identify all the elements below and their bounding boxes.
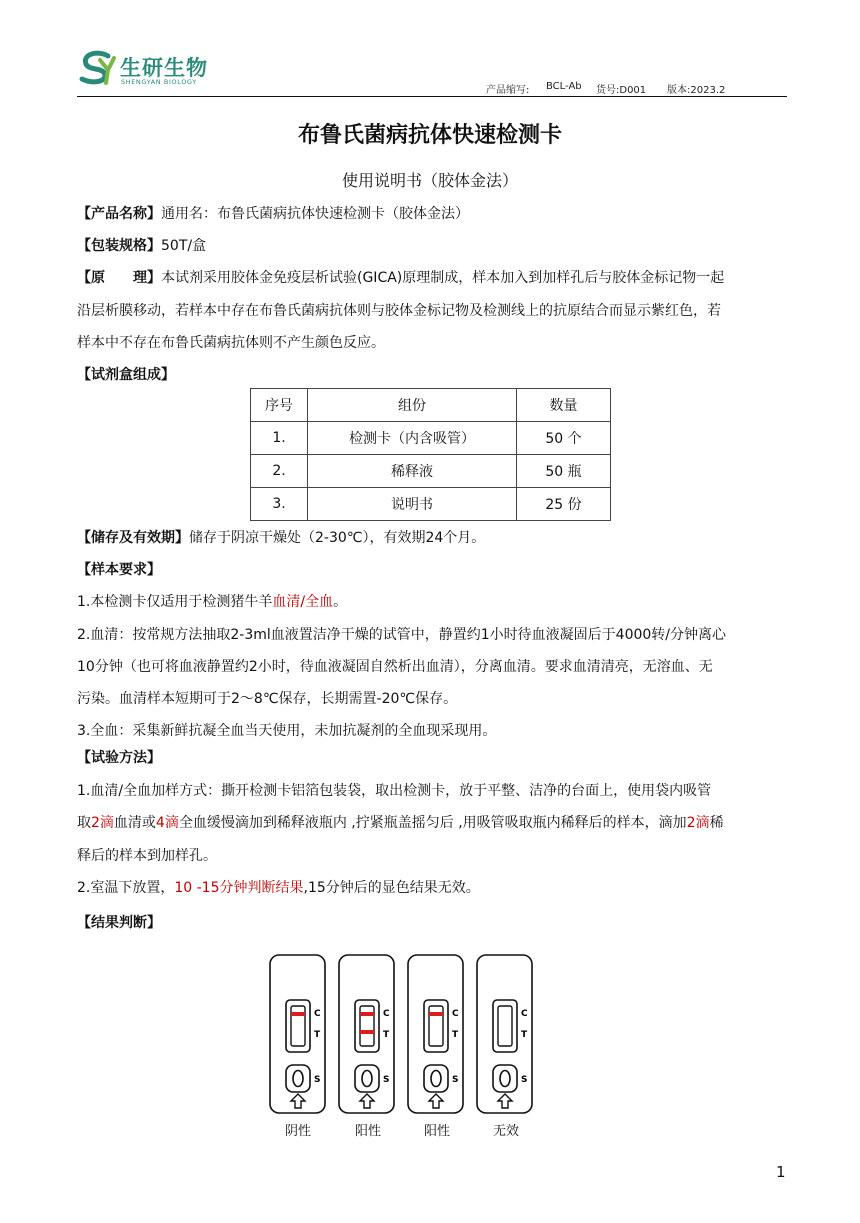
control-mark: C	[314, 1009, 321, 1019]
table-header-cell: 组份	[308, 389, 517, 422]
page-title: 布鲁氏菌病抗体快速检测卡	[297, 123, 562, 148]
storage-line	[77, 527, 485, 547]
sample-label: 【样本要求】	[77, 562, 161, 578]
card-label: 无效	[492, 1124, 519, 1139]
sample-type-highlight: 血清/全血	[272, 594, 334, 610]
table-row	[251, 455, 611, 488]
table-cell: 稀释液	[308, 455, 517, 488]
table-cell: 2.	[251, 455, 308, 488]
principle-line-3: 样本中不存在布鲁氏菌病抗体则不产生颜色反应。	[77, 335, 385, 351]
method-label: 【试验方法】	[77, 750, 161, 766]
version: 版本:2023.2	[667, 85, 726, 96]
product-name-text: 通用名：布鲁氏菌病抗体快速检测卡（胶体金法）	[161, 206, 469, 222]
package-line	[77, 235, 206, 255]
kit-label: 【试剂盒组成】	[77, 367, 175, 383]
control-mark: C	[383, 1009, 390, 1019]
control-line	[429, 1012, 443, 1016]
table-cell: 3.	[251, 488, 308, 521]
logo-text-cn: 生研生物	[120, 56, 208, 80]
item-number: 货号:D001	[596, 85, 647, 96]
sample-line-5: 3.全血：采集新鲜抗凝全血当天使用，未加抗凝剂的全血现采现用。	[77, 723, 497, 739]
package-text: 50T/盒	[161, 238, 207, 254]
header-divider	[77, 96, 787, 97]
sample-line-2: 2.血清：按常规方法抽取2-3ml血液置洁净干燥的试管中，静置约1小时待血液凝固后于4000转/分钟离心	[77, 627, 727, 643]
storage-label: 【储存及有效期】	[77, 530, 189, 546]
product-name-line	[77, 203, 469, 223]
control-line	[291, 1012, 305, 1016]
sample-mark: S	[314, 1075, 321, 1085]
card-label: 阴性	[284, 1124, 311, 1139]
test-mark: T	[314, 1030, 321, 1040]
test-mark: T	[383, 1030, 390, 1040]
package-label: 【包装规格】	[77, 238, 161, 254]
control-mark: C	[521, 1009, 528, 1019]
test-card	[477, 955, 532, 1113]
sample-well-inner	[500, 1071, 510, 1087]
method-line-1: 1.血清/全血加样方式：撕开检测卡铝箔包装袋，取出检测卡，放于平整、洁净的台面上，使用袋内吸管	[77, 783, 712, 799]
product-abbr-value: BCL-Ab	[546, 81, 582, 92]
read-time-highlight: 10 -15分钟判断结果	[174, 880, 304, 896]
test-card	[270, 955, 325, 1113]
kit-table	[250, 388, 611, 521]
table-header-cell: 数量	[517, 389, 611, 422]
table-cell: 50 瓶	[517, 455, 611, 488]
method-line-3: 释后的样本到加样孔。	[77, 848, 217, 864]
page-number: 1	[776, 1163, 786, 1181]
sample-line-1: 1.本检测卡仅适用于检测猪牛羊血清/全血。	[77, 594, 348, 610]
sample-mark: S	[383, 1075, 390, 1085]
card-label: 阳性	[423, 1124, 450, 1139]
page-subtitle: 使用说明书（胶体金法）	[341, 171, 518, 190]
table-cell: 50 个	[517, 422, 611, 455]
product-name-label: 【产品名称】	[77, 206, 161, 222]
table-header-row	[251, 389, 611, 422]
test-card	[408, 955, 463, 1113]
table-cell: 说明书	[308, 488, 517, 521]
sample-mark: S	[452, 1075, 459, 1085]
sample-line-4: 污染。血清样本短期可于2～8℃保存，长期需置-20℃保存。	[77, 691, 458, 707]
test-card	[339, 955, 394, 1113]
test-mark: T	[452, 1030, 459, 1040]
method-line-2: 取2滴血清或4滴全血缓慢滴加到稀释液瓶内 ,拧紧瓶盖摇匀后 ,用吸管吸取瓶内稀释后的样本，滴加2滴稀	[77, 815, 724, 831]
shengyan-logo-icon	[78, 50, 118, 86]
control-line	[360, 1012, 374, 1016]
blood-drops-highlight: 4滴	[155, 815, 179, 831]
table-row	[251, 422, 611, 455]
sample-well-inner	[362, 1071, 372, 1087]
test-mark: T	[521, 1030, 528, 1040]
principle-line-1: 【原 理】本试剂采用胶体金免疫层析试验(GICA)原理制成，样本加入到加样孔后与胶体金标记物一起	[77, 270, 725, 286]
sample-line-3: 10分钟（也可将血液静置约2小时，待血液凝固自然析出血清），分离血清。要求血清清亮，无溶血、无	[77, 659, 713, 675]
method-line-4: 2.室温下放置，10 -15分钟判断结果,15分钟后的显色结果无效。	[77, 880, 480, 896]
serum-drops-highlight: 2滴	[91, 815, 114, 831]
logo-text-en: SHENGYAN BIOLOGY	[121, 78, 197, 86]
table-cell: 1.	[251, 422, 308, 455]
test-line	[360, 1030, 374, 1034]
table-header-cell: 序号	[251, 389, 308, 422]
product-abbr-label: 产品缩写:	[486, 85, 530, 96]
table-row	[251, 488, 611, 521]
card-label: 阳性	[354, 1124, 381, 1139]
table-cell: 25 份	[517, 488, 611, 521]
result-cards-diagram	[260, 950, 600, 1120]
result-label: 【结果判断】	[77, 915, 161, 931]
sample-mark: S	[521, 1075, 528, 1085]
storage-text: 储存于阴凉干燥处（2-30℃），有效期24个月。	[189, 530, 486, 546]
principle-line-2: 沿层析膜移动，若样本中存在布鲁氏菌病抗体则与胶体金标记物及检测线上的抗原结合而显示紫红色，若	[77, 303, 721, 319]
control-mark: C	[452, 1009, 459, 1019]
result-window-inner	[498, 1006, 512, 1046]
sample-well-inner	[431, 1071, 441, 1087]
sample-well-inner	[293, 1071, 303, 1087]
table-cell: 检测卡（内含吸管）	[308, 422, 517, 455]
sample-drops-highlight: 2滴	[686, 815, 710, 831]
principle-label: 【原 理】	[77, 270, 161, 286]
